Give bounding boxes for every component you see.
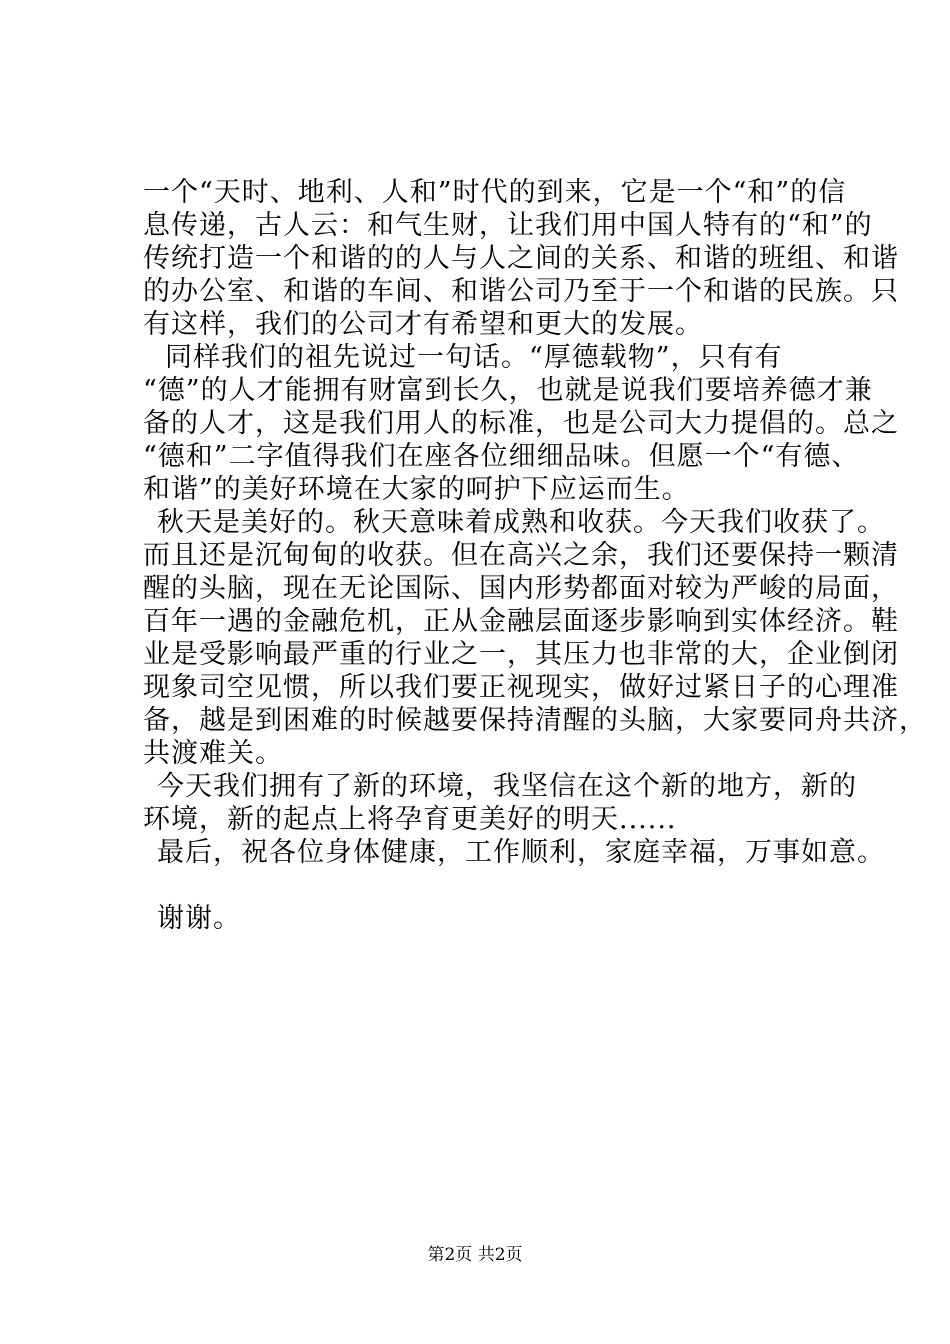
text-line: 的办公室、和谐的车间、和谐公司乃至于一个和谐的民族。只 [143,276,899,307]
text-line: 环境，新的起点上将孕育更美好的明天...... [143,804,677,835]
text-line: 秋天是美好的。秋天意味着成熟和收获。今天我们收获了。 [157,507,885,538]
text-line: “德”的人才能拥有财富到长久，也就是说我们要培养德才兼 [143,375,873,406]
text-line: 百年一遇的金融危机，正从金融层面逐步影响到实体经济。鞋 [143,606,899,637]
text-line: 有这样，我们的公司才有希望和更大的发展。 [143,309,703,340]
document-body [143,176,927,935]
text-line: 备，越是到困难的时候越要保持清醒的头脑，大家要同舟共济， [143,705,927,736]
text-line: 醒的头脑，现在无论国际、国内形势都面对较为严峻的局面， [143,573,899,604]
page-footer: 第2页 共2页 [427,1245,523,1265]
text-line: “德和”二字值得我们在座各位细细品味。但愿一个“有德、 [143,441,860,472]
text-line: 而且还是沉甸甸的收获。但在高兴之余，我们还要保持一颗清 [143,540,899,571]
text-line: 业是受影响最严重的行业之一，其压力也非常的大，企业倒闭 [143,639,899,670]
text-line: 今天我们拥有了新的环境，我坚信在这个新的地方，新的 [157,771,857,802]
text-line: 息传递，古人云：和气生财，让我们用中国人特有的“和”的 [143,210,873,241]
text-line: 备的人才，这是我们用人的标准，也是公司大力提倡的。总之 [143,408,899,439]
text-line: 现象司空见惯，所以我们要正视现实，做好过紧日子的心理准 [143,672,899,703]
text-line: 同样我们的祖先说过一句话。“厚德载物”，只有有 [165,342,783,373]
text-line: 最后，祝各位身体健康，工作顺利，家庭幸福，万事如意。 [157,837,885,868]
text-line: 一个“天时、地利、人和”时代的到来，它是一个“和”的信 [143,177,847,208]
text-line: 传统打造一个和谐的的人与人之间的关系、和谐的班组、和谐 [143,243,899,274]
text-line: 和谐”的美好环境在大家的呵护下应运而生。 [143,474,690,505]
text-line: 共渡难关。 [143,738,283,769]
closing-line: 谢谢。 [157,903,241,934]
blank-line [143,869,853,902]
